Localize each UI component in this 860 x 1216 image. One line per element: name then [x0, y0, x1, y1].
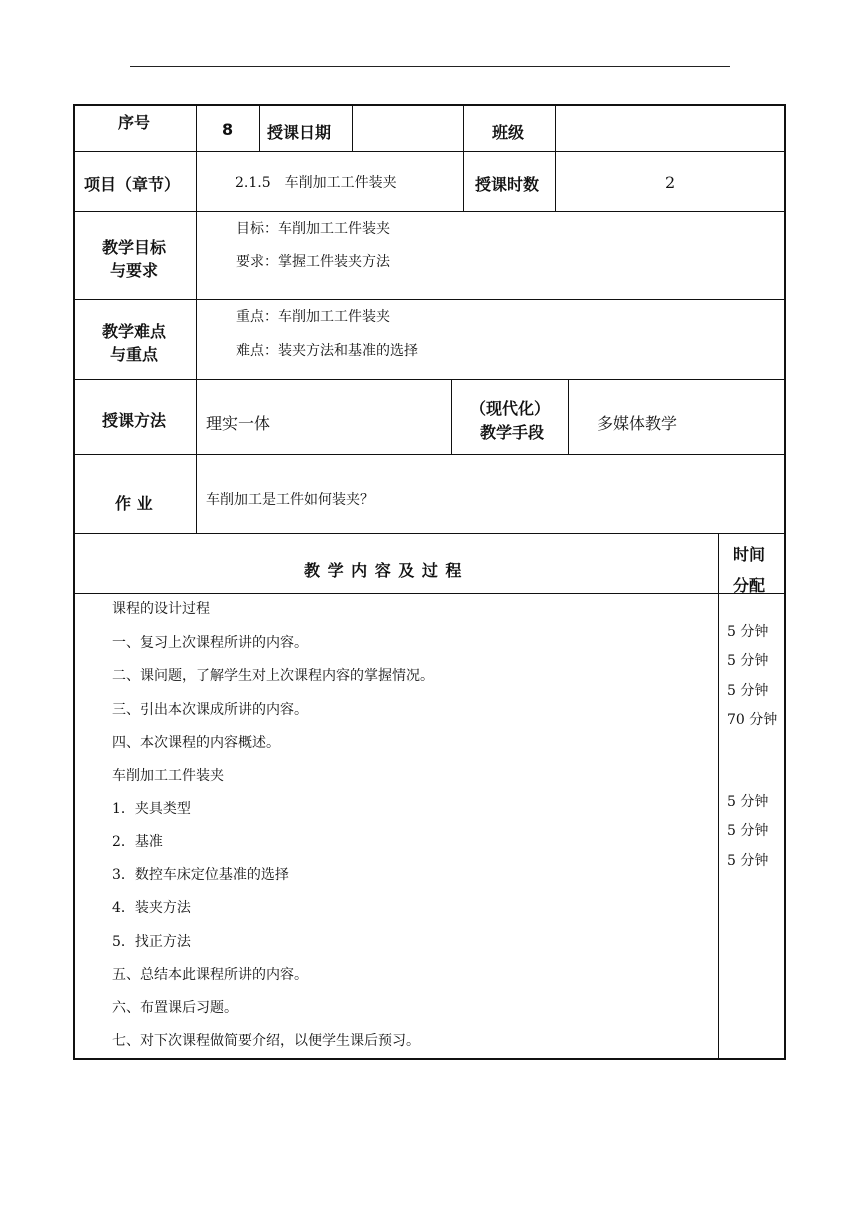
- col-divider: [259, 104, 260, 151]
- list-item: 4．装夹方法: [112, 900, 191, 916]
- table-border-right: [784, 104, 786, 1060]
- table-border-left: [73, 104, 75, 1060]
- key-label-line2: 与重点: [110, 345, 159, 364]
- time-item: 5 分钟: [727, 853, 769, 869]
- time-item: 5 分钟: [727, 823, 769, 839]
- list-item: 3．数控车床定位基准的选择: [112, 867, 289, 883]
- col-divider: [352, 104, 353, 151]
- time-item: 5 分钟: [727, 624, 769, 640]
- time-item: 5 分钟: [727, 794, 769, 810]
- col-divider: [568, 379, 569, 454]
- method-label: 授课方法: [102, 411, 167, 430]
- col-divider: [555, 104, 556, 211]
- table-border-top: [73, 104, 786, 106]
- col-divider: [451, 379, 452, 454]
- seq-label: 序号: [118, 113, 151, 132]
- hours-label: 授课时数: [475, 175, 540, 194]
- means-label-line2: 教学手段: [480, 423, 545, 442]
- goal-text: 目标：车削加工工件装夹: [236, 221, 390, 237]
- time-label-line2: 分配: [733, 576, 766, 595]
- date-label: 授课日期: [267, 123, 332, 142]
- requirement-text: 要求：掌握工件装夹方法: [236, 254, 390, 270]
- homework-value: 车削加工是工件如何装夹？: [206, 492, 374, 508]
- list-item: 1．夹具类型: [112, 801, 191, 817]
- seq-value: 8: [222, 120, 234, 139]
- list-item: 2．基准: [112, 834, 163, 850]
- list-item: 四、本次课程的内容概述。: [112, 735, 280, 751]
- key-point-text: 重点：车削加工工件装夹: [236, 309, 390, 325]
- means-label-line1: （现代化）: [470, 399, 551, 418]
- goal-label-line1: 教学目标: [102, 238, 167, 257]
- list-item: 一、复习上次课程所讲的内容。: [112, 635, 308, 651]
- time-item: 70 分钟: [727, 712, 778, 728]
- method-value: 理实一体: [206, 414, 271, 433]
- hours-value: 2: [665, 173, 676, 192]
- class-label: 班级: [492, 123, 525, 142]
- project-value: 2.1.5 车削加工工件装夹: [235, 175, 397, 191]
- list-item: 五、总结本此课程所讲的内容。: [112, 967, 308, 983]
- row-divider: [73, 151, 786, 152]
- col-divider: [196, 104, 197, 533]
- homework-label: 作 业: [115, 494, 153, 513]
- time-label-line1: 时间: [733, 545, 766, 564]
- list-item: 5．找正方法: [112, 934, 191, 950]
- time-item: 5 分钟: [727, 683, 769, 699]
- project-label: 项目（章节）: [84, 175, 181, 194]
- row-divider: [73, 454, 786, 455]
- list-item: 三、引出本次课成所讲的内容。: [112, 702, 308, 718]
- col-divider: [463, 104, 464, 211]
- key-label-line1: 教学难点: [102, 322, 167, 341]
- row-divider: [73, 593, 786, 594]
- section-title: 教 学 内 容 及 过 程: [304, 561, 463, 580]
- list-item: 六、布置课后习题。: [112, 1000, 238, 1016]
- row-divider: [73, 299, 786, 300]
- list-item: 车削加工工件装夹: [112, 768, 224, 784]
- time-item: 5 分钟: [727, 653, 769, 669]
- goal-label-line2: 与要求: [110, 261, 159, 280]
- header-rule: [130, 66, 730, 67]
- row-divider: [73, 379, 786, 380]
- row-divider: [73, 211, 786, 212]
- means-value: 多媒体教学: [597, 414, 678, 433]
- list-item: 课程的设计过程: [112, 601, 210, 617]
- difficulty-text: 难点：装夹方法和基准的选择: [236, 343, 418, 359]
- col-divider: [718, 533, 719, 1059]
- row-divider: [73, 533, 786, 534]
- list-item: 七、对下次课程做简要介绍，以便学生课后预习。: [112, 1033, 420, 1049]
- list-item: 二、课问题，了解学生对上次课程内容的掌握情况。: [112, 668, 434, 684]
- table-border-bottom: [73, 1058, 786, 1060]
